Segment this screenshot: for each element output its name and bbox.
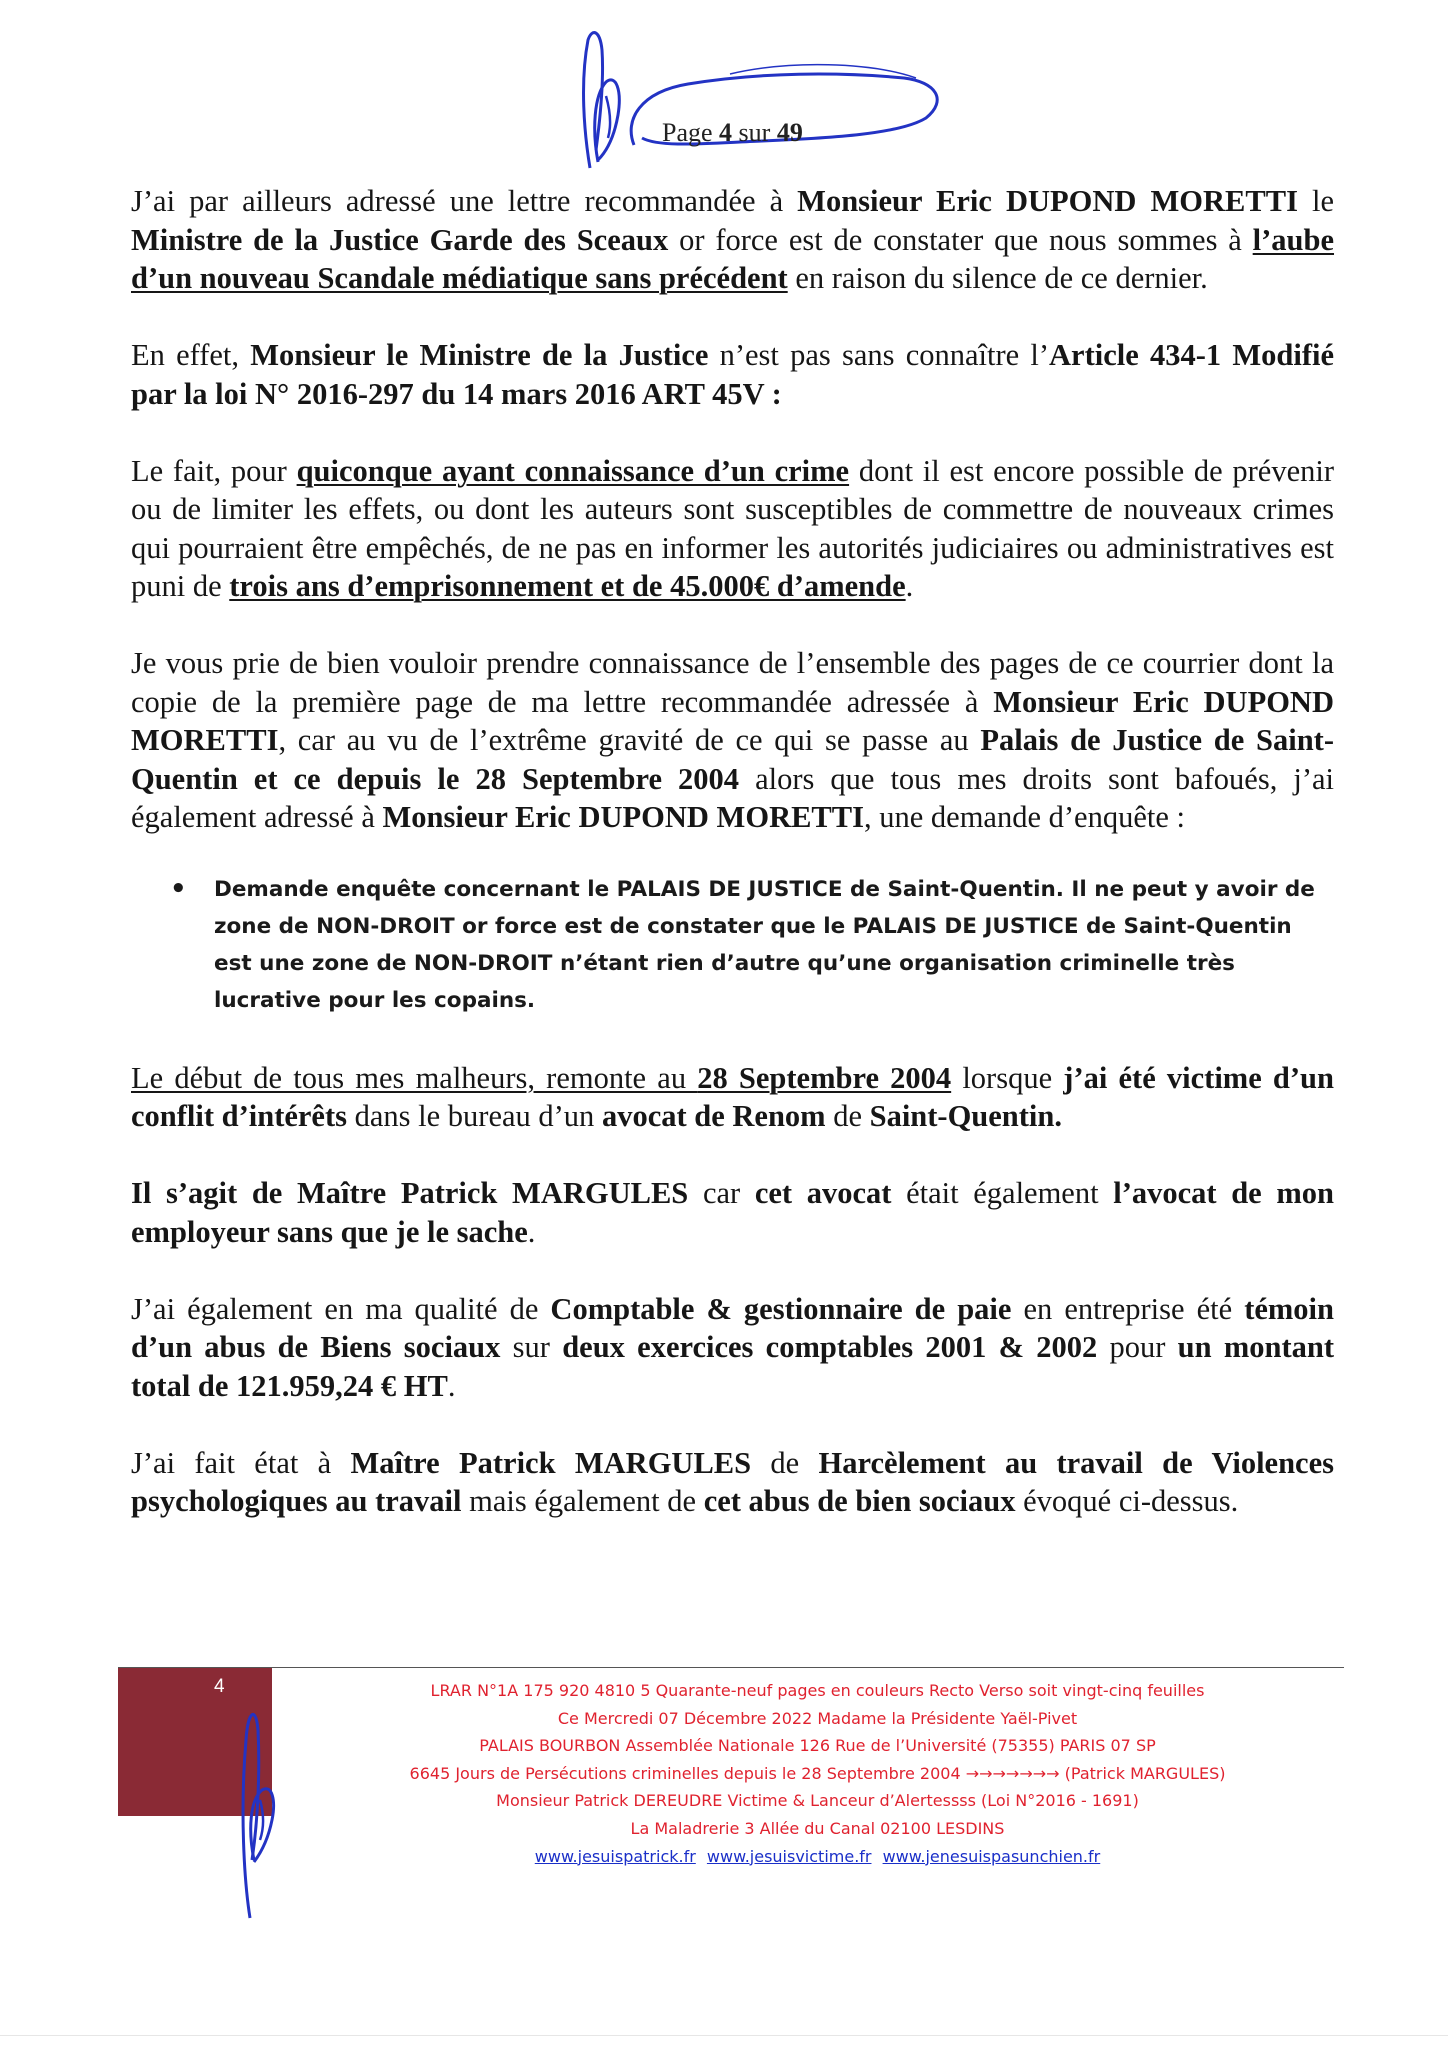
page-indicator: Page 4 sur 49: [662, 118, 803, 147]
footer-page-number: 4: [214, 1676, 225, 1697]
footer-line-lrar: LRAR N°1A 175 920 4810 5 Quarante-neuf pages en couleurs Recto Verso soit vingt-cinq feuilles: [430, 1681, 1205, 1700]
paragraph-3: Le fait, pour quiconque ayant connaissance d’un crime dont il est encore possible de prévenir ou de limiter les effets, ou dont les auteurs sont susceptibles de commettre de nouveaux crimes qui pourraient être empêchés, de ne pas en informer les autorités judiciaires ou administratives est puni de trois ans d’emprisonnement et de 45.000€ d’amende.: [131, 453, 1335, 603]
footer-line-location: La Maladrerie 3 Allée du Canal 02100 LESDINS: [630, 1818, 1005, 1838]
link-jenesuispasunchien[interactable]: www.jenesuispasunchien.fr: [882, 1846, 1101, 1866]
request-list: [131, 871, 1334, 1019]
footer-signature: [190, 1690, 300, 1930]
link-jesuisvictime[interactable]: www.jesuisvictime.fr: [706, 1846, 872, 1866]
footer-line-sender: Monsieur Patrick DEREUDRE Victime & Lanceur d’Alertessss (Loi N°2016 - 1691): [496, 1791, 1139, 1811]
footer-divider: [118, 1667, 1344, 1668]
letter-body: [131, 182, 1334, 1559]
paragraph-6: Il s’agit de Maître Patrick MARGULES car cet avocat était également l’avocat de mon employeur sans que je le sache.: [131, 1176, 1334, 1249]
list-item: • Demande enquête concernant le PALAIS DE JUSTICE de Saint-Quentin. Il ne peut y avoir de zone de NON-DROIT or force est de constater que le PALAIS DE JUSTICE de Saint-Quentin est une zone de NON-DROIT n’étant rien d’autre qu’une organisation criminelle très lucrative pour les copains.: [214, 871, 1334, 1019]
paragraph-5: Le début de tous mes malheurs, remonte au 28 Septembre 2004 lorsque j’ai été victime d’un conflit d’intérêts dans le bureau d’un avocat de Renom de Saint-Quentin.: [131, 1060, 1334, 1133]
page-bottom-edge: [0, 2035, 1448, 2036]
footer-line-days: 6645 Jours de Persécutions criminelles depuis le 28 Septembre 2004 →→→→→→→ (Patrick MARGULES): [409, 1763, 1226, 1783]
paragraph-2: En effet, Monsieur le Ministre de la Justice n’est pas sans connaître l’Article 434-1 Modifié par la loi N° 2016-297 du 14 mars 2016 ART 45V :: [131, 338, 1334, 411]
paragraph-7: J’ai également en ma qualité de Comptable & gestionnaire de paie en entreprise été témoin d’un abus de Biens sociaux sur deux exercices comptables 2001 & 2002 pour un montant total de 121.959,24 € HT.: [131, 1291, 1334, 1403]
bullet-icon: •: [170, 873, 187, 904]
footer-links: [285, 1843, 1350, 1871]
handwritten-initials-signature: [540, 20, 980, 185]
paragraph-8: J’ai fait état à Maître Patrick MARGULES de Harcèlement au travail de Violences psychologiques au travail mais également de cet abus de bien sociaux évoqué ci-dessus.: [131, 1445, 1334, 1518]
footer-text: [285, 1677, 1350, 1870]
page-header: [540, 20, 980, 185]
footer-line-date: Ce Mercredi 07 Décembre 2022 Madame la Présidente Yaël-Pivet: [557, 1708, 1078, 1728]
paragraph-1: J’ai par ailleurs adressé une lettre recommandée à Monsieur Eric DUPOND MORETTI le Ministre de la Justice Garde des Sceaux or force est de constater que nous sommes à l’aube d’un nouveau Scandale médiatique sans précédent en raison du silence de ce dernier.: [131, 184, 1335, 295]
footer-line-address: PALAIS BOURBON Assemblée Nationale 126 Rue de l’Université (75355) PARIS 07 SP: [479, 1736, 1156, 1756]
link-jesuispatrick[interactable]: www.jesuispatrick.fr: [534, 1846, 696, 1866]
paragraph-4: Je vous prie de bien vouloir prendre connaissance de l’ensemble des pages de ce courrier dont la copie de la première page de ma lettre recommandée adressée à Monsieur Eric DUPOND MORETTI, car au vu de l’extrême gravité de ce qui se passe au Palais de Justice de Saint-Quentin et ce depuis le 28 Septembre 2004 alors que tous mes droits sont bafoués, j’ai également adressé à Monsieur Eric DUPOND MORETTI, une demande d’enquête :: [131, 646, 1334, 834]
